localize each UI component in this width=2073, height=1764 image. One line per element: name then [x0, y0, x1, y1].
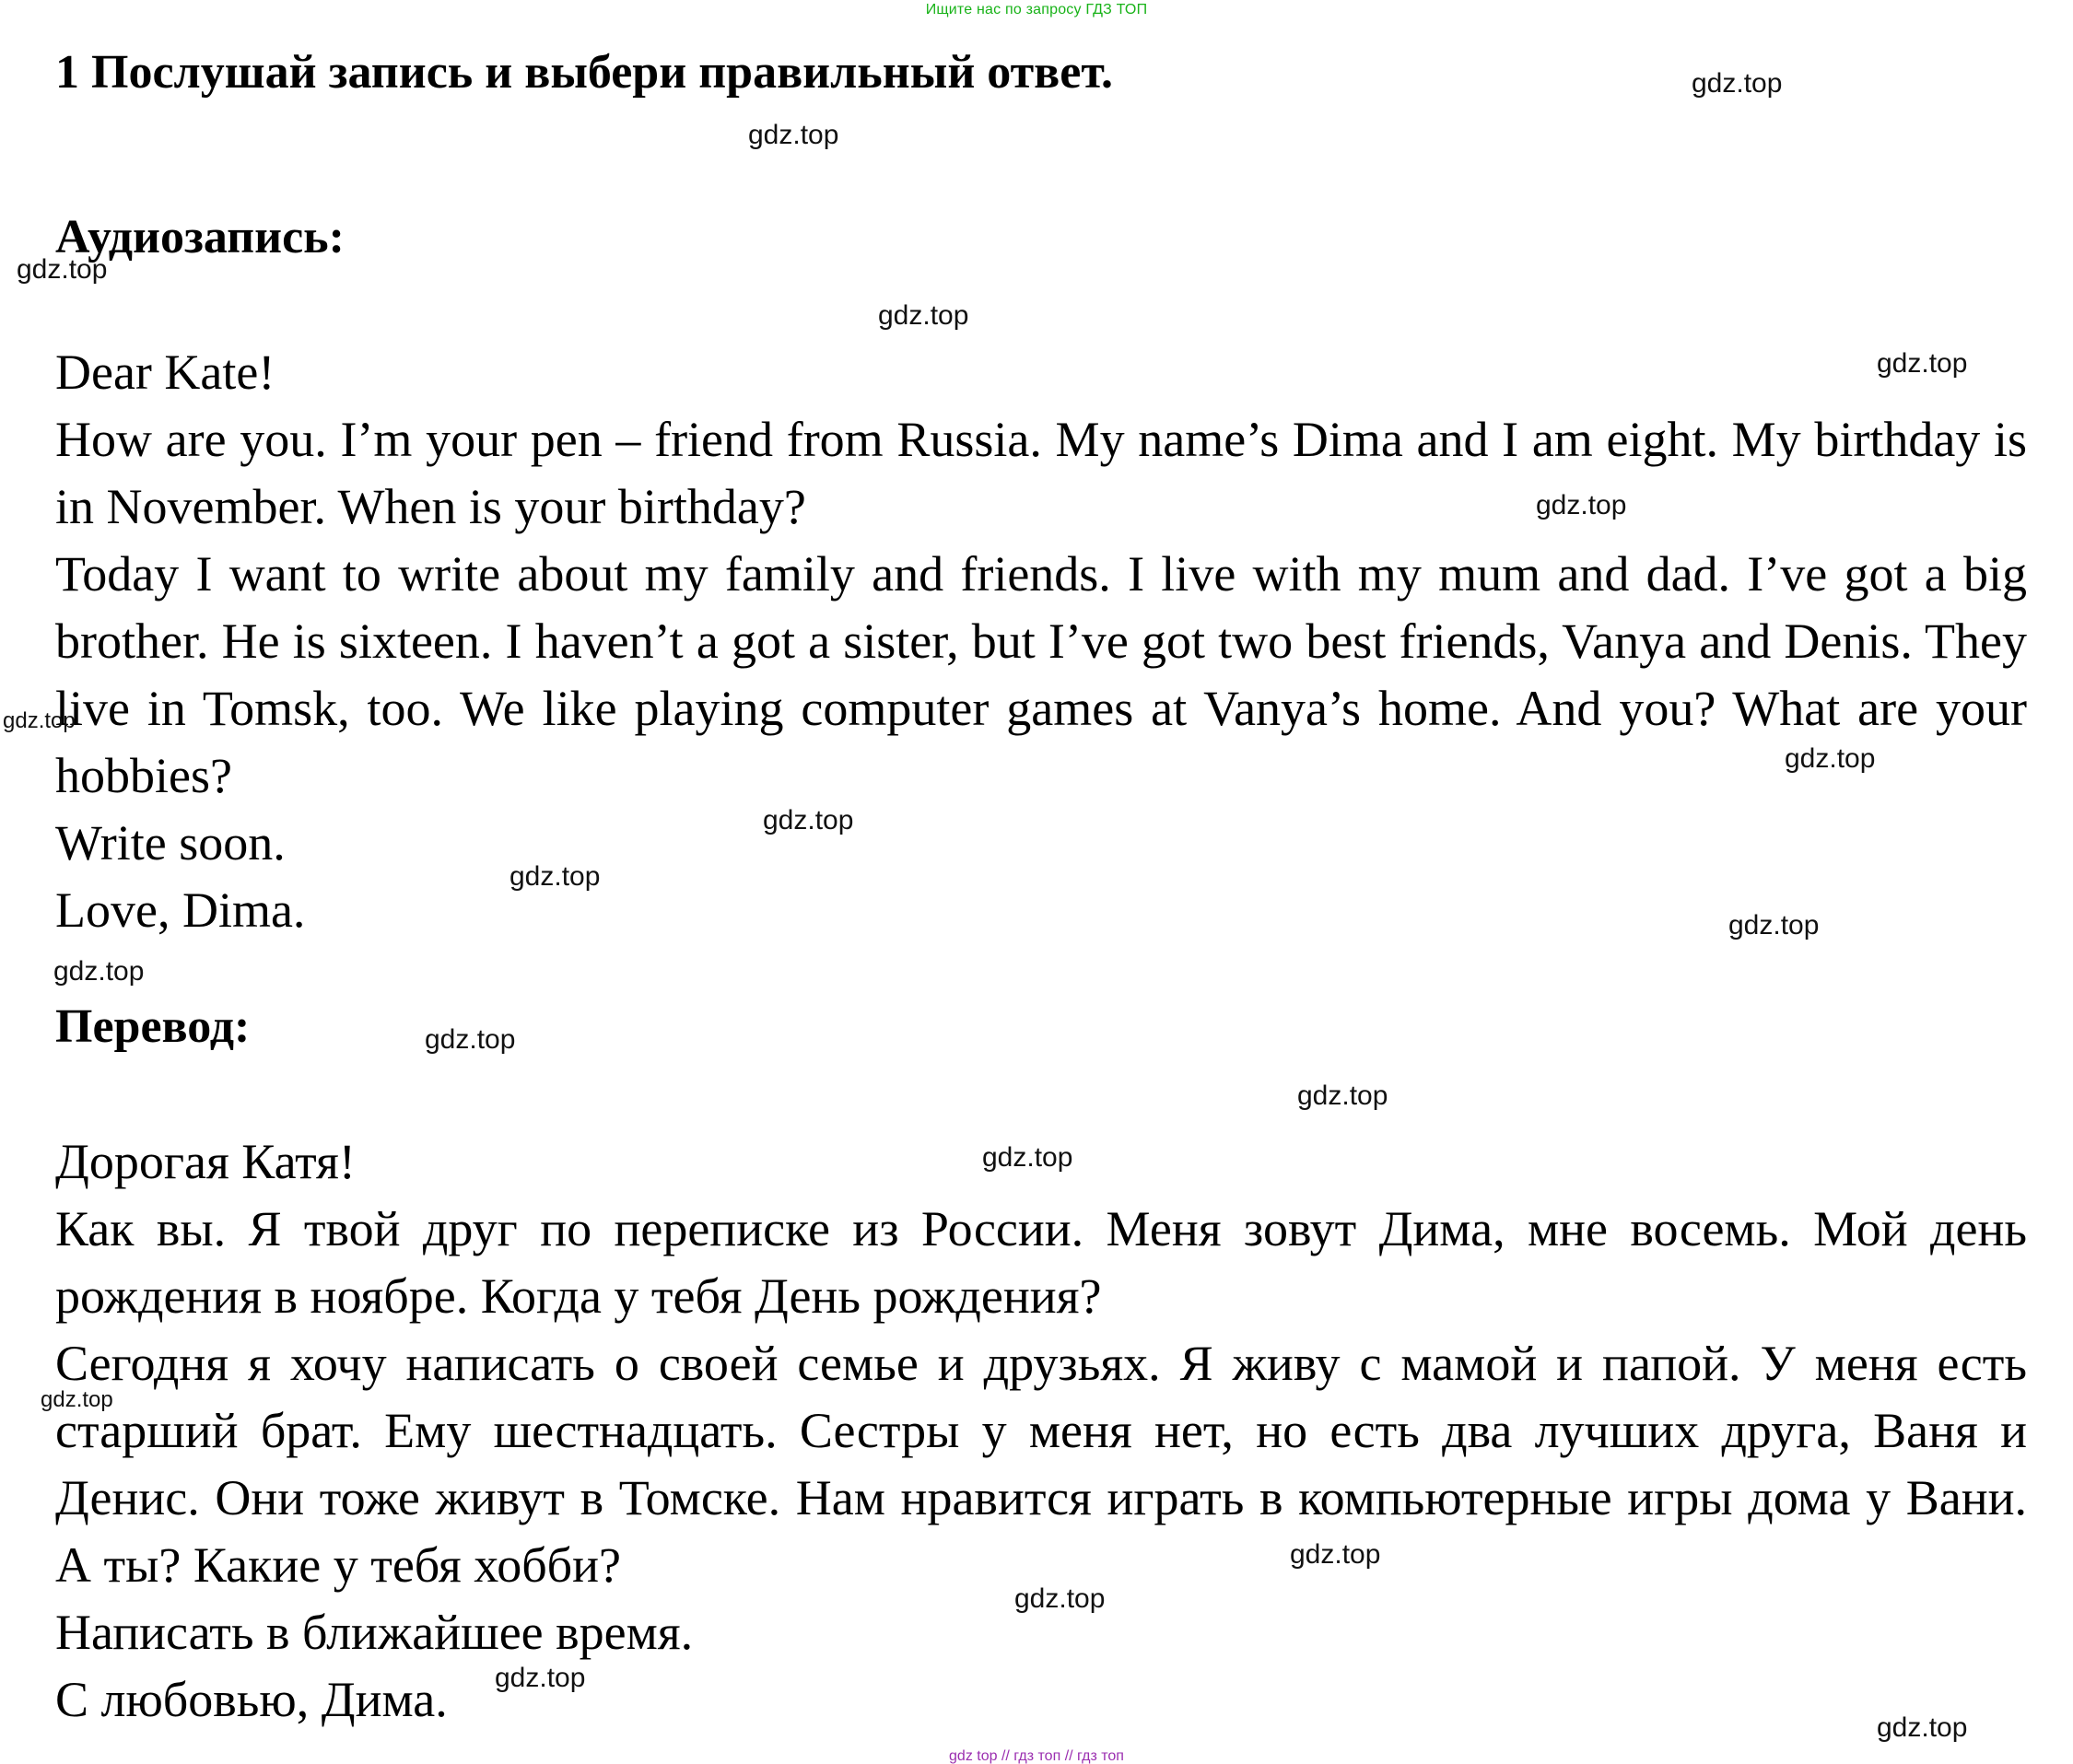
watermark: gdz.top [1877, 1712, 1968, 1743]
watermark: gdz.top [41, 1387, 113, 1412]
document-page [55, 37, 2027, 1734]
watermark: gdz.top [53, 956, 145, 987]
translation-text [55, 1128, 2027, 1734]
watermark: gdz.top [1877, 348, 1968, 379]
watermark: gdz.top [1297, 1081, 1388, 1111]
watermark: gdz.top [1692, 68, 1783, 99]
watermark: gdz.top [1290, 1539, 1381, 1570]
watermark: gdz.top [1536, 490, 1627, 520]
watermark: gdz.top [878, 300, 969, 331]
task-heading: 1 Послушай запись и выбери правильный ответ. [55, 46, 1113, 99]
watermark: gdz.top [509, 861, 601, 892]
audio-line: Write soon. [55, 815, 286, 870]
watermark: gdz.top [1728, 910, 1820, 940]
watermark: gdz.top [1785, 743, 1876, 774]
top-banner: Ищите нас по запросу ГДЗ ТОП [925, 2, 1148, 18]
watermark: gdz.top [1014, 1583, 1106, 1614]
audio-section-title: Аудиозапись: [55, 211, 345, 263]
translation-line: Дорогая Катя! [55, 1134, 356, 1189]
bottom-banner: gdz top // гдз топ // гдз топ [949, 1748, 1124, 1764]
watermark: gdz.top [982, 1142, 1073, 1173]
audio-line: Dear Kate! [55, 345, 275, 400]
audio-transcript [55, 339, 2027, 944]
watermark: gdz.top [748, 120, 839, 150]
translation-section-title: Перевод: [55, 1000, 251, 1053]
translation-line: Сегодня я хочу написать о своей семье и друзьях. Я живу с мамой и папой. У меня есть старший брат. Ему шестнадцать. Сестры у меня нет, но есть два лучших друга, Ваня и Денис. Они тоже живут в Томске. Нам нравится играть в компьютерные игры дома у Вани. А ты? Какие у тебя хобби? [55, 1336, 2027, 1593]
watermark: gdz.top [3, 708, 76, 733]
translation-line: Написать в ближайшее время. [55, 1605, 694, 1660]
watermark: gdz.top [425, 1024, 516, 1055]
watermark: gdz.top [763, 805, 854, 835]
audio-line: How are you. I’m your pen – friend from Russia. My name’s Dima and I am eight. My birthday is in November. When is your birthday? [55, 412, 2027, 534]
audio-line: Love, Dima. [55, 882, 306, 938]
translation-line: Как вы. Я твой друг по переписке из России. Меня зовут Дима, мне восемь. Мой день рождения в ноябре. Когда у тебя День рождения? [55, 1201, 2027, 1324]
watermark: gdz.top [495, 1663, 586, 1693]
watermark: gdz.top [17, 254, 108, 285]
translation-line: С любовью, Дима. [55, 1672, 448, 1727]
audio-line: Today I want to write about my family and friends. I live with my mum and dad. I’ve got a big brother. He is sixteen. I haven’t a got a sister, but I’ve got two best friends, Vanya and Denis. They live in Tomsk, too. We like playing computer games at Vanya’s home. And you? What are your hobbies? [55, 546, 2027, 803]
